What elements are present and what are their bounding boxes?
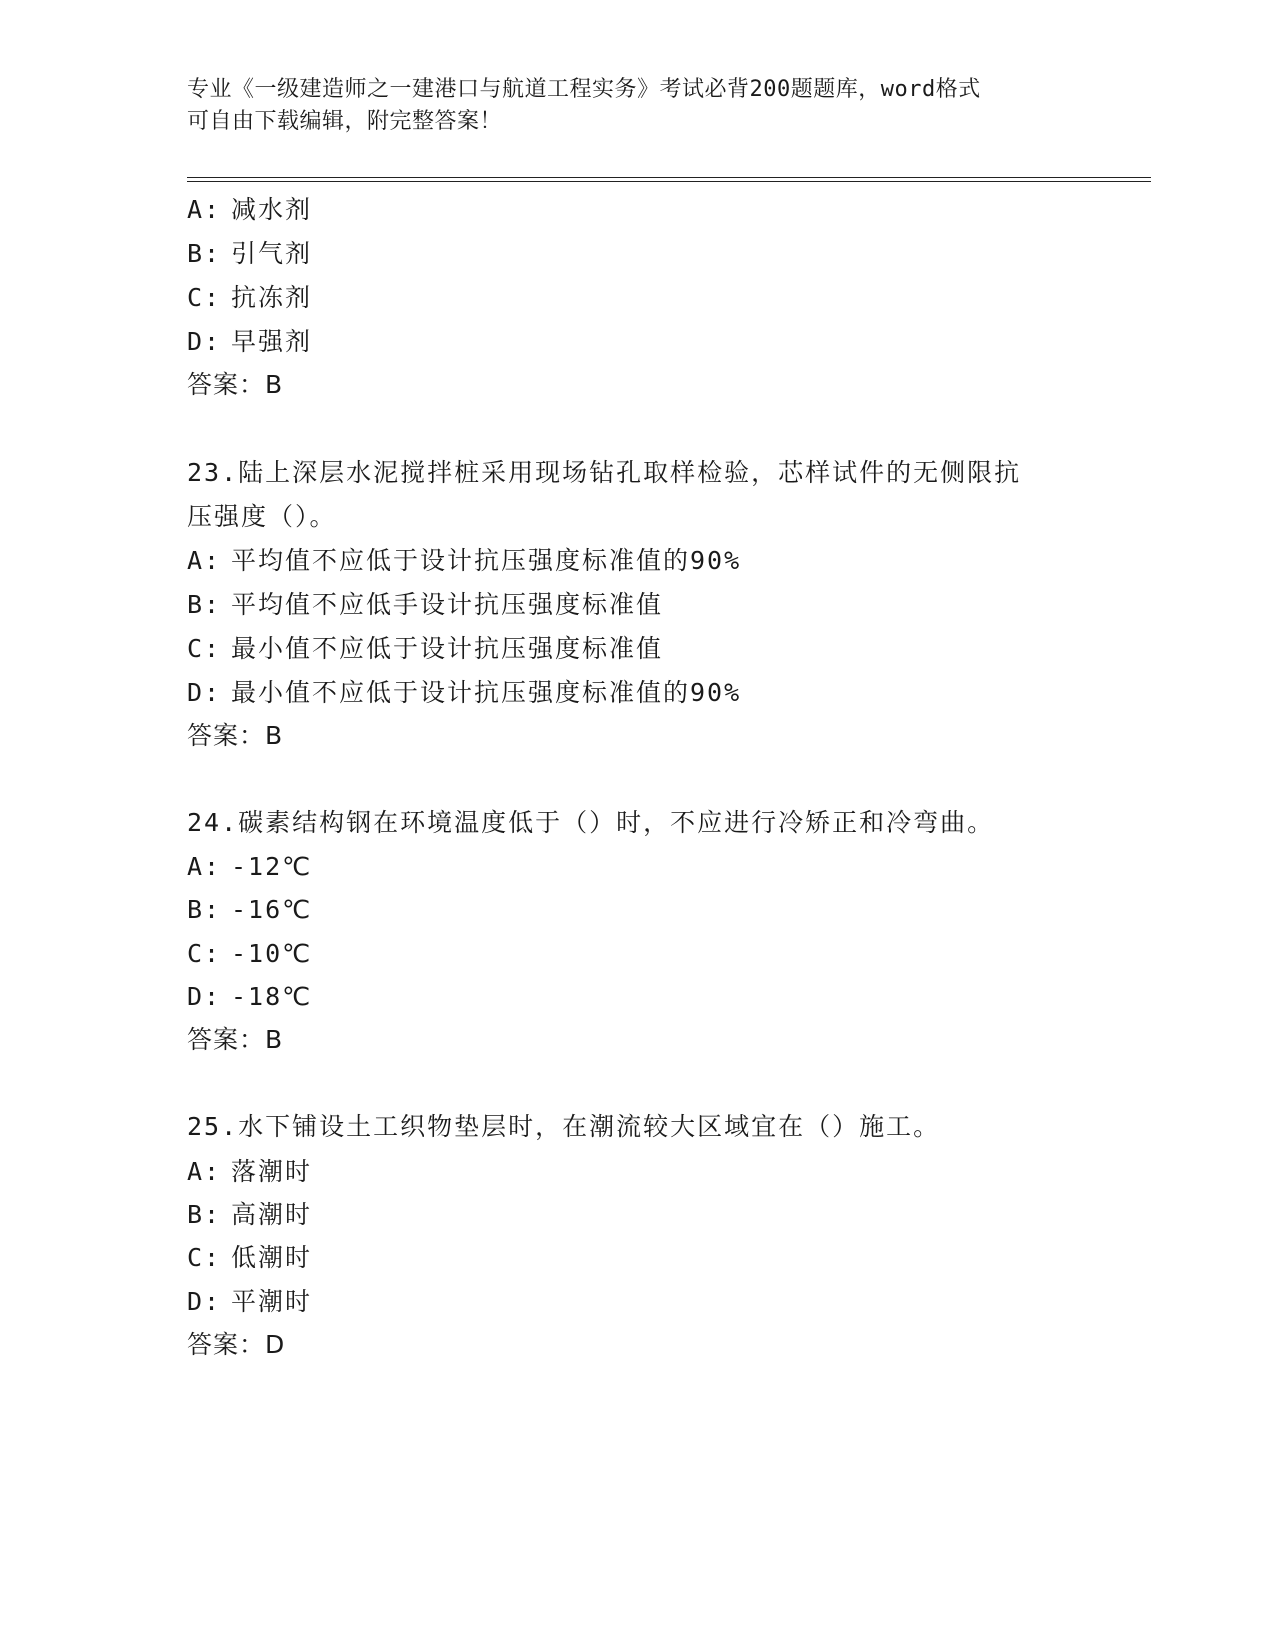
- answer: 答案：B: [187, 1025, 284, 1054]
- header-rule-thin: [187, 181, 1151, 182]
- answer: 答案：D: [187, 1330, 286, 1359]
- answer: 答案：B: [187, 370, 284, 399]
- option-d: D: 最小值不应低于设计抗压强度标准值的90%: [187, 678, 742, 707]
- header-line-2: 可自由下载编辑，附完整答案！: [187, 109, 503, 134]
- option-c: C: 抗冻剂: [187, 283, 313, 312]
- question-stem: 25.水下铺设土工织物垫层时，在潮流较大区域宜在（）施工。: [187, 1112, 941, 1141]
- option-b: B: 高潮时: [187, 1200, 313, 1229]
- option-a: A: -12℃: [187, 852, 313, 881]
- question-stem: 23.陆上深层水泥搅拌桩采用现场钻孔取样检验，芯样试件的无侧限抗: [187, 458, 1022, 487]
- question-stem-continued: 压强度（）。: [187, 502, 337, 531]
- option-c: C: 最小值不应低于设计抗压强度标准值: [187, 634, 664, 663]
- option-d: D: -18℃: [187, 982, 313, 1011]
- question-stem: 24.碳素结构钢在环境温度低于（）时，不应进行冷矫正和冷弯曲。: [187, 808, 995, 837]
- header-line-1: 专业《一级建造师之一建港口与航道工程实务》考试必背200题题库，word格式: [187, 77, 981, 102]
- option-b: B: 平均值不应低手设计抗压强度标准值: [187, 590, 664, 619]
- option-a: A: 平均值不应低于设计抗压强度标准值的90%: [187, 546, 742, 575]
- document-header: [187, 74, 1087, 138]
- option-c: C: 低潮时: [187, 1243, 313, 1272]
- header-rule-thick: [187, 177, 1151, 178]
- answer: 答案：B: [187, 721, 284, 750]
- option-a: A: 减水剂: [187, 195, 313, 224]
- option-b: B: 引气剂: [187, 239, 313, 268]
- option-b: B: -16℃: [187, 895, 313, 924]
- option-a: A: 落潮时: [187, 1157, 313, 1186]
- option-d: D: 平潮时: [187, 1287, 313, 1316]
- option-d: D: 早强剂: [187, 327, 313, 356]
- option-c: C: -10℃: [187, 939, 313, 968]
